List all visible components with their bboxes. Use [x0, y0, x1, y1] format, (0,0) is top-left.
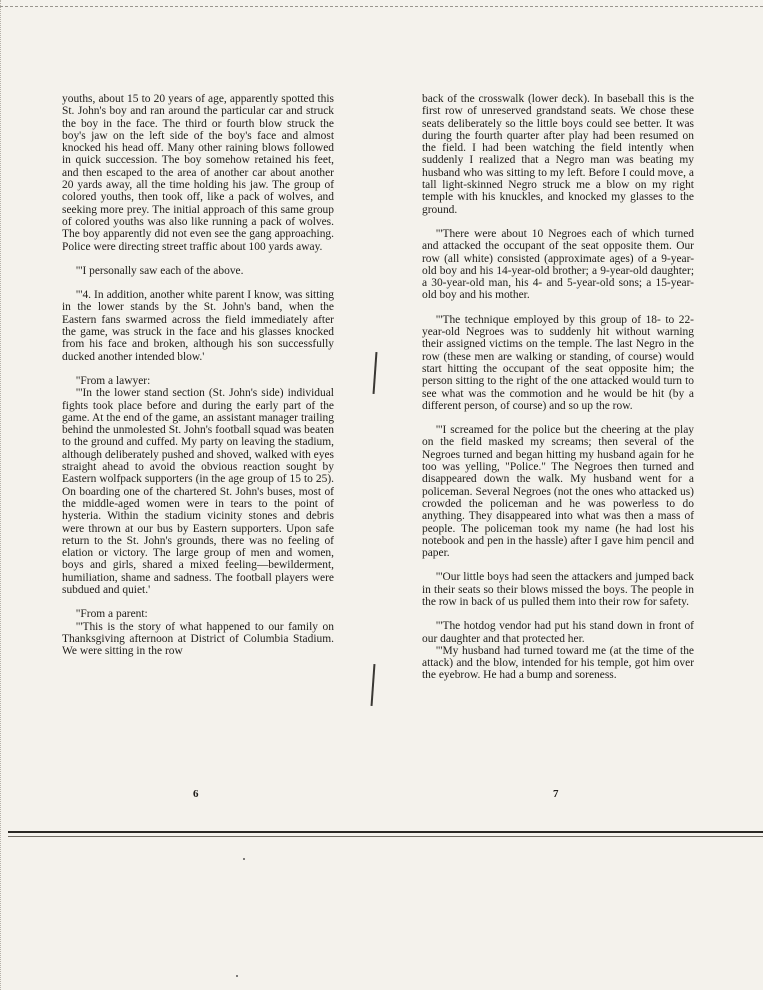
paragraph-heading: "From a parent: [75, 608, 148, 621]
page-number-right: 7 [553, 788, 559, 800]
paragraph-heading: "From a lawyer: [75, 374, 151, 387]
page-number-left: 6 [193, 788, 199, 800]
bottom-rule-thin [8, 836, 763, 837]
scan-speck [236, 975, 238, 977]
page-top-edge [0, 0, 763, 7]
gutter-pencil-mark [371, 664, 376, 706]
paragraph: "'This is the story of what happened to our family on Thanksgiving afternoon at District of Columbia Stadium. We were sitting in the row [62, 620, 334, 658]
paragraph: youths, about 15 to 20 years of age, apparently spotted this St. John's boy and ran around the particular car and struck the boy in the face. The third or fourth blow struck the boy's jaw on the left side of the boy's face and almost knocked his head off. Many other raining blows followed in quick succession. The boy somehow retained his feet, and then escaped to the area of another car about another 20 yards away, all the time holding his jaw. The group of colored youths, then took off, like a pack of wolves, and seeking more prey. The initial approach of this same group of colored youths was also like running a pack of wolves. The boy apparently did not even see the gang approaching. Police were directing street traffic about 100 yards away. [62, 93, 334, 253]
paragraph: "'Our little boys had seen the attackers and jumped back in their seats so their blows missed the boys. The people in the row in back of us pulled them into their row for safety. [422, 571, 694, 608]
bottom-rule [8, 831, 763, 833]
page-left-edge [0, 0, 3, 990]
scan-speck [243, 858, 245, 860]
paragraph: "'The hotdog vendor had put his stand down in front of our daughter and that protected her. [422, 620, 694, 645]
paragraph: back of the crosswalk (lower deck). In baseball this is the first row of unreserved grandstand seats. We chose these seats deliberately so the little boys could see better. It was during the fourth quarter after play had been resumed on the field. I had been watching the field intently when suddenly I realized that a Negro man was beating my husband who was sitting to my left. Before I could move, a tall light-skinned Negro struck me a blow on my right temple with his knuckles, and knocked my glasses to the ground. [422, 93, 694, 216]
left-page-column [62, 93, 334, 669]
paragraph: "'I personally saw each of the above. [75, 264, 244, 277]
paragraph: "'4. In addition, another white parent I know, was sitting in the lower stands by the St. John's band, when the Eastern fans swarmed across the field immediately after the game, was struck in the face and his glasses knocked from his face and broken, although his son successfully ducked another intended blow.' [62, 289, 334, 363]
paragraph: "'I screamed for the police but the cheering at the play on the field masked my screams; then several of the Negroes turned and began hitting my husband again for he too was yelling, "Police." The Negroes then turned and disappeared down the walk. My husband went for a policeman. Several Negroes (not the ones who attacked us) crowded the policeman and he was powerless to do anything. They disappeared into what was then a mass of people. The policeman took my name (he had lost his notebook and pen in the hassle) after I gave him pencil and paper. [422, 424, 694, 560]
paragraph: "'The technique employed by this group of 18- to 22-year-old Negroes was to suddenly hit without warning their assigned victims on the temple. The last Negro in the row (these men are walking or standing, of course) would start hitting the occupant of the seat opposite him; the person sitting to the right of the one attacked would turn to see what was the commotion and he would be hit (by a different person, of course) and so up the row. [422, 313, 694, 412]
paragraph: "'In the lower stand section (St. John's side) individual fights took place before and during the early part of the game. At the end of the game, an assistant manager trailing behind the unmolested St. John's football squad was beaten to the ground and cuffed. My party on leaving the stadium, although deliberately pushed and shoved, walked with eyes straight ahead to avoid the obvious reaction sought by Eastern wolfpack supporters (in the age group of 15 to 25). On boarding one of the chartered St. John's buses, most of the middle-aged women were in tears to the point of hysteria. Within the stadium vicinity stones and debris were thrown at our bus by Eastern supporters. Upon safe return to the St. John's grounds, there was no feeling of elation or victory. The large group of men and women, boys and girls, shared a mixed feeling—bewilderment, humiliation, shame and sadness. The football players were subdued and quiet.' [62, 387, 334, 596]
paragraph: "'There were about 10 Negroes each of which turned and attacked the occupant of the seat opposite them. Our row (all white) consisted (approximate ages) of a 9-year-old boy and his 14-year-old brother; a 9-year-old daughter; a 30-year-old man, his 4- and 5-year-old sons; a 15-year-old boy and his mother. [422, 227, 694, 302]
right-page-column [422, 93, 694, 694]
paragraph: "'My husband had turned toward me (at the time of the attack) and the blow, intended for his temple, got him over the eyebrow. He had a bump and soreness. [422, 644, 694, 682]
gutter-pencil-mark [373, 352, 378, 394]
